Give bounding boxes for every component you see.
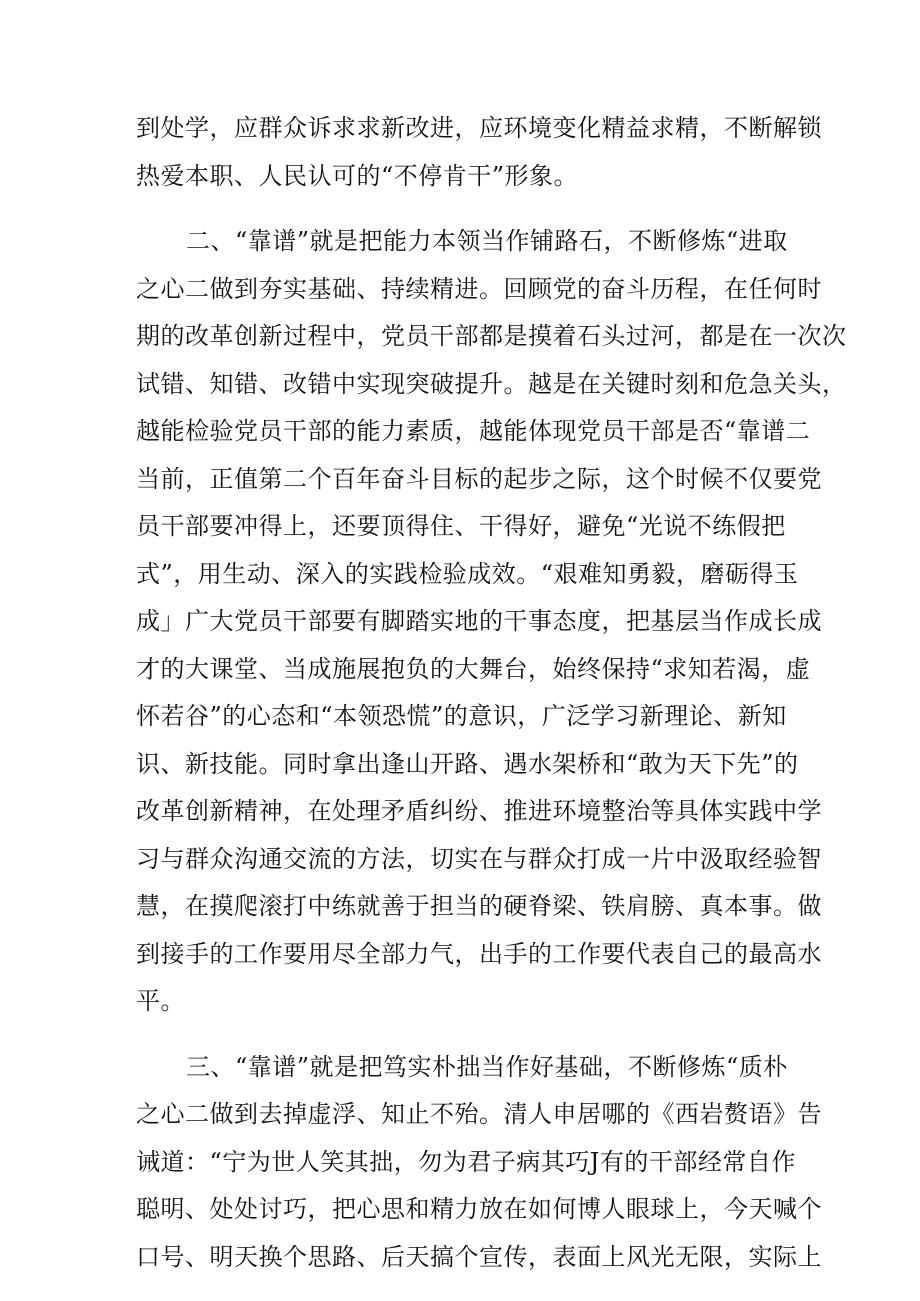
text-line: 员干部要冲得上，还要顶得住、干得好，避免“光说不练假把 bbox=[136, 512, 786, 540]
text-line: 识、新技能。同时拿出逢山开路、遇水架桥和“敢为天下先”的 bbox=[136, 750, 799, 778]
text-line: 试错、知错、改错中实现突破提升。越是在关键时刻和危急关头， bbox=[136, 370, 847, 398]
text-line: 聪明、处处讨巧，把心思和精力放在如何博人眼球上，今天喊个 bbox=[136, 1195, 822, 1223]
text-line: 热爱本职、人民认可的“不停肯干”形象。 bbox=[136, 162, 579, 190]
text-line: 之心二做到夯实基础、持续精进。回顾党的奋斗历程，在任何时 bbox=[136, 275, 822, 303]
text-line: 怀若谷”的心态和“本领恐慌”的意识，广泛学习新理论、新知 bbox=[136, 702, 787, 730]
text-line: 慧，在摸爬滚打中练就善于担当的硬脊梁、铁肩膀、真本事。做 bbox=[136, 892, 822, 920]
text-line: 才的大课堂、当成施展抱负的大舞台，始终保持“求知若渴，虚 bbox=[136, 655, 811, 683]
text-line: 式”，用生动、深入的实践检验成效。“艰难知勇毅，磨砺得玉 bbox=[136, 560, 799, 588]
text-line: 成」广大党员干部要有脚踏实地的干事态度，把基层当作成长成 bbox=[136, 607, 822, 635]
text-line: 到处学，应群众诉求求新改进，应环境变化精益求精，不断解锁 bbox=[136, 114, 822, 142]
text-line: 口号、明天换个思路、后天搞个宣传，表面上风光无限，实际上 bbox=[136, 1243, 822, 1271]
text-line: 诫道：“宁为世人笑其拙，勿为君子病其巧J有的干部经常自作 bbox=[136, 1148, 796, 1176]
text-line: 改革创新精神，在处理矛盾纠纷、推进环境整治等具体实践中学 bbox=[136, 797, 822, 825]
text-line: 平。 bbox=[136, 987, 185, 1015]
text-line: 习与群众沟通交流的方法，切实在与群众打成一片中汲取经验智 bbox=[136, 845, 822, 873]
text-line: 当前，正值第二个百年奋斗目标的起步之际，这个时候不仅要党 bbox=[136, 465, 822, 493]
text-line: 期的改革创新过程中，党员干部都是摸着石头过河，都是在一次次 bbox=[136, 322, 847, 350]
text-line: 越能检验党员干部的能力素质，越能体现党员干部是否“靠谱二 bbox=[136, 417, 811, 445]
paragraph-3-first-line: 三、“靠谱”就是把笃实朴拙当作好基础，不断修炼“质朴 bbox=[186, 1053, 788, 1081]
text-line: 之心二做到去掉虚浮、知止不殆。清人申居哪的《西岩赘语》告 bbox=[136, 1100, 822, 1128]
paragraph-2-first-line: 二、“靠谱”就是把能力本领当作铺路石，不断修炼“进取 bbox=[186, 227, 788, 255]
text-line: 到接手的工作要用尽全部力气，出手的工作要代表自己的最高水 bbox=[136, 940, 822, 968]
